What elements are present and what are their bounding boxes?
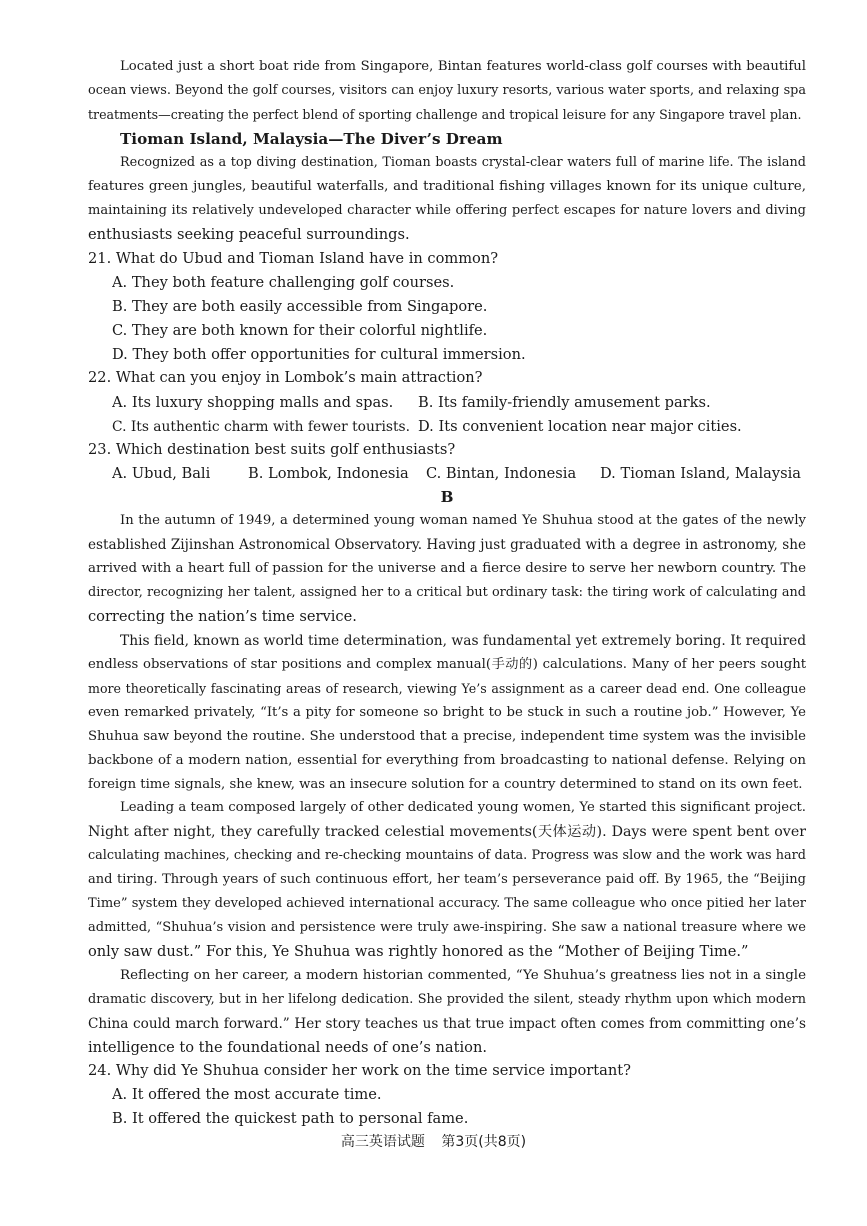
passage-b-p1-line: director, recognizing her talent, assigned her to a critical but ordinary task: the tiring work of calculating and	[88, 585, 806, 600]
passage-b-p3-line: and tiring. Through years of such continuous effort, her team’s perseverance paid off. By 1965, the “Beijing	[88, 872, 806, 887]
question-24-stem: 24. Why did Ye Shuhua consider her work on the time service important?	[88, 1062, 631, 1079]
tioman-paragraph-line: maintaining its relatively undeveloped character while offering perfect escapes for nature lovers and diving	[88, 203, 806, 218]
passage-b-p2-line: Shuhua saw beyond the routine. She understood that a precise, independent time system was the invisible	[88, 729, 806, 744]
question-21-option-c: C. They are both known for their colorful nightlife.	[112, 322, 488, 339]
passage-b-p3-line: only saw dust.” For this, Ye Shuhua was rightly honored as the “Mother of Beijing Time.”	[88, 943, 749, 960]
question-22-option-d: D. Its convenient location near major cities.	[418, 418, 742, 435]
passage-b-p2-line: backbone of a modern nation, essential for everything from broadcasting to national defense. Relying on	[88, 753, 806, 768]
tioman-paragraph-line: enthusiasts seeking peaceful surroundings.	[88, 226, 410, 243]
question-22-stem: 22. What can you enjoy in Lombok’s main attraction?	[88, 369, 483, 386]
passage-b-p4-line: China could march forward.” Her story teaches us that true impact often comes from committing one’s	[88, 1016, 806, 1032]
passage-b-p3-line: calculating machines, checking and re-checking mountains of data. Progress was slow and the work was hard	[88, 848, 806, 863]
tioman-heading: Tioman Island, Malaysia—The Diver’s Dream	[120, 130, 503, 148]
passage-b-p3-line: Leading a team composed largely of other dedicated young women, Ye started this significant project.	[120, 800, 806, 815]
passage-b-p2-line: endless observations of star positions and complex manual(手动的) calculations. Many of her peers sought	[88, 657, 806, 672]
question-21-option-a: A. They both feature challenging golf courses.	[112, 274, 455, 291]
question-23-option-d: D. Tioman Island, Malaysia	[600, 465, 801, 482]
passage-b-p1-line: arrived with a heart full of passion for the universe and a fierce desire to serve her newborn country. The	[88, 561, 806, 576]
tioman-paragraph-line: Recognized as a top diving destination, Tioman boasts crystal-clear waters full of marine life. The island	[120, 155, 806, 170]
passage-b-p4-line: Reflecting on her career, a modern historian commented, “Ye Shuhua’s greatness lies not in a single	[120, 968, 806, 983]
question-22-option-c: C. Its authentic charm with fewer tourists.	[112, 419, 410, 435]
passage-b-p3-line: Night after night, they carefully tracked celestial movements(天体运动). Days were spent bent over	[88, 824, 806, 840]
passage-b-p1-line: correcting the nation’s time service.	[88, 608, 357, 625]
tioman-paragraph-line: features green jungles, beautiful waterfalls, and traditional fishing villages known for its unique culture,	[88, 179, 806, 194]
question-21-option-b: B. They are both easily accessible from Singapore.	[112, 298, 488, 315]
question-24-option-b: B. It offered the quickest path to personal fame.	[112, 1110, 469, 1127]
footer-page-number: 第3页(共8页)	[441, 1134, 527, 1150]
passage-b-p2-line: foreign time signals, she knew, was an insecure solution for a country determined to stand on its own feet.	[88, 777, 803, 792]
page-footer	[0, 1130, 867, 1154]
question-21-stem: 21. What do Ubud and Tioman Island have in common?	[88, 250, 499, 267]
passage-b-p1-line: established Zijinshan Astronomical Observatory. Having just graduated with a degree in astronomy, she	[88, 537, 806, 553]
question-23-option-a: A. Ubud, Bali	[112, 465, 211, 482]
question-23-option-c: C. Bintan, Indonesia	[426, 465, 577, 482]
question-23-stem: 23. Which destination best suits golf enthusiasts?	[88, 441, 456, 458]
passage-b-p4-line: dramatic discovery, but in her lifelong dedication. She provided the silent, steady rhythm upon which modern	[88, 992, 806, 1007]
footer-subject: 高三英语试题	[340, 1134, 425, 1150]
bintan-paragraph-line: ocean views. Beyond the golf courses, visitors can enjoy luxury resorts, various water sports, and relaxing spa	[88, 83, 806, 98]
passage-b-p2-line: even remarked privately, “It’s a pity for someone so bright to be stuck in such a routine job.” However, Ye	[88, 705, 806, 720]
passage-b-p1-line: In the autumn of 1949, a determined young woman named Ye Shuhua stood at the gates of the newly	[120, 513, 806, 528]
passage-b-p3-line: Time” system they developed achieved international accuracy. The same colleague who once pitied her later	[88, 896, 806, 911]
question-22-option-b: B. Its family-friendly amusement parks.	[418, 394, 711, 411]
question-24-option-a: A. It offered the most accurate time.	[112, 1086, 382, 1103]
passage-b-p4-line: intelligence to the foundational needs of one’s nation.	[88, 1039, 487, 1056]
question-22-option-a: A. Its luxury shopping malls and spas.	[112, 394, 394, 411]
passage-b-p3-line: admitted, “Shuhua’s vision and persistence were truly awe-inspiring. She saw a national treasure where we	[88, 920, 806, 935]
bintan-paragraph-line: treatments—creating the perfect blend of sporting challenge and tropical leisure for any Singapore travel plan.	[88, 107, 802, 122]
bintan-paragraph-line: Located just a short boat ride from Singapore, Bintan features world-class golf courses with beautiful	[120, 59, 806, 74]
passage-b-p2-line: more theoretically fascinating areas of research, viewing Ye’s assignment as a career dead end. One colleague	[88, 681, 806, 696]
question-23-option-b: B. Lombok, Indonesia	[248, 465, 409, 482]
section-b-label: B	[440, 488, 454, 506]
passage-b-p2-line: This field, known as world time determination, was fundamental yet extremely boring. It required	[120, 633, 806, 649]
question-21-option-d: D. They both offer opportunities for cultural immersion.	[112, 346, 526, 363]
